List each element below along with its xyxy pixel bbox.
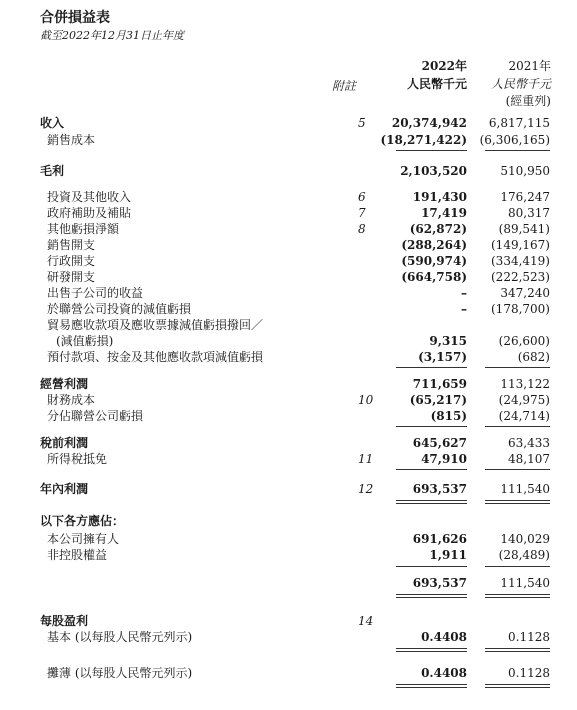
value-2022: 0.4408 (421, 666, 467, 680)
table-row (0, 205, 577, 222)
row-label: 年內利潤 (40, 482, 89, 496)
value-2021: 111,540 (500, 482, 550, 496)
subtotal-rule (396, 566, 467, 567)
value-2022: 711,659 (412, 377, 467, 391)
total-rule (396, 684, 467, 685)
table-row (0, 237, 577, 254)
total-rule (485, 687, 550, 688)
total-rule (485, 651, 550, 652)
value-2022: (590,974) (401, 254, 467, 268)
total-rule (485, 684, 550, 685)
value-2022: 9,315 (429, 334, 467, 348)
row-label: 稅前利潤 (40, 436, 89, 450)
subtotal-rule (396, 367, 467, 368)
table-row (0, 269, 577, 286)
value-2021: (149,167) (491, 238, 550, 252)
total-rule (396, 503, 467, 504)
value-2021: (28,489) (498, 548, 550, 562)
subtotal-rule (485, 150, 550, 151)
table-row (0, 221, 577, 238)
row-label: 每股盈利 (40, 614, 89, 628)
value-2021: (24,714) (498, 409, 550, 423)
row-label: 基本 (以每股人民幣元列示) (47, 630, 193, 644)
total-rule (396, 594, 467, 595)
table-row (0, 408, 577, 425)
col-2022-unit: 人民幣千元 (406, 77, 467, 91)
table-row (0, 392, 577, 409)
table-row (0, 575, 577, 592)
value-2022: – (461, 302, 467, 316)
table-row (0, 132, 577, 149)
row-label: 投資及其他收入 (47, 190, 132, 204)
row-label: 財務成本 (47, 393, 96, 407)
row-note: 8 (358, 222, 366, 236)
table-row (0, 613, 577, 630)
value-2021: (24,975) (498, 393, 550, 407)
total-rule (396, 687, 467, 688)
value-2022: 1,911 (429, 548, 467, 562)
table-row (0, 376, 577, 393)
value-2021: (89,541) (498, 222, 550, 236)
row-label: 貿易應收款項及應收票據減值虧損撥回／ (47, 318, 264, 332)
value-2021: 80,317 (508, 206, 550, 220)
row-note: 10 (358, 393, 374, 407)
row-label: 分佔聯營公司虧損 (47, 409, 144, 423)
total-rule (396, 597, 467, 598)
row-label: 銷售成本 (47, 133, 96, 147)
value-2021: 6,817,115 (488, 116, 550, 130)
col-2021-year: 2021年 (508, 59, 551, 73)
row-label: 其他虧損淨額 (47, 222, 120, 236)
subtotal-rule (485, 367, 550, 368)
value-2021: 0.1128 (508, 666, 550, 680)
total-rule (396, 651, 467, 652)
row-note: 6 (358, 190, 366, 204)
row-note: 5 (358, 116, 366, 130)
table-row (0, 189, 577, 206)
value-2022: 691,626 (412, 532, 467, 546)
value-2022: (664,758) (401, 270, 467, 284)
value-2022: 0.4408 (421, 630, 467, 644)
table-row (0, 531, 577, 548)
value-2022: 693,537 (412, 482, 467, 496)
value-2022: 17,419 (421, 206, 467, 220)
statement-title: 合併損益表 (40, 10, 110, 26)
subtotal-rule (396, 426, 467, 427)
total-rule (485, 594, 550, 595)
col-2021-unit: 人民幣千元 (490, 77, 551, 91)
table-row (0, 435, 577, 452)
row-label: 研發開支 (47, 270, 96, 284)
value-2022: – (461, 286, 467, 300)
table-row (0, 115, 577, 132)
value-2022: (815) (430, 409, 467, 423)
row-label: 銷售開支 (47, 238, 96, 252)
value-2021: (178,700) (491, 302, 550, 316)
value-2021: 111,540 (500, 576, 550, 590)
value-2021: (682) (517, 350, 550, 364)
subtotal-rule (485, 469, 550, 470)
table-row (0, 629, 577, 646)
value-2022: (288,264) (401, 238, 467, 252)
row-note: 7 (358, 206, 366, 220)
table-row (0, 301, 577, 318)
row-note: 11 (358, 452, 374, 466)
total-rule (396, 500, 467, 501)
table-row (0, 285, 577, 302)
row-label: 攤薄 (以每股人民幣元列示) (47, 666, 193, 680)
row-label: 於聯營公司投資的減值虧損 (47, 302, 192, 316)
subtotal-rule (485, 426, 550, 427)
row-label: 毛利 (40, 164, 65, 178)
total-rule (485, 503, 550, 504)
table-row (0, 333, 577, 350)
row-label: (減值虧損) (56, 334, 114, 348)
value-2021: (222,523) (491, 270, 550, 284)
total-rule (485, 500, 550, 501)
subtotal-rule (485, 566, 550, 567)
col-2021-restated: (經重列) (505, 94, 551, 108)
row-label: 本公司擁有人 (47, 532, 120, 546)
value-2022: 191,430 (412, 190, 467, 204)
row-label: 非控股權益 (47, 548, 108, 562)
total-rule (485, 648, 550, 649)
col-2022-year: 2022年 (421, 59, 467, 73)
value-2022: (65,217) (409, 393, 467, 407)
value-2021: 510,950 (500, 164, 550, 178)
value-2021: (26,600) (498, 334, 550, 348)
value-2021: 140,029 (500, 532, 550, 546)
row-label: 所得稅抵免 (47, 452, 108, 466)
value-2022: 47,910 (421, 452, 467, 466)
col-note-header: 附註 (332, 79, 357, 93)
value-2022: 645,627 (412, 436, 467, 450)
value-2021: 113,122 (500, 377, 550, 391)
value-2022: 20,374,942 (391, 116, 467, 130)
value-2022: (3,157) (418, 350, 467, 364)
row-label: 經營利潤 (40, 377, 89, 391)
table-row (0, 513, 577, 530)
value-2021: 48,107 (508, 452, 550, 466)
table-row (0, 665, 577, 682)
row-label: 收入 (40, 116, 65, 130)
value-2021: 176,247 (500, 190, 550, 204)
table-row (0, 451, 577, 468)
value-2022: 693,537 (412, 576, 467, 590)
value-2021: (6,306,165) (479, 133, 550, 147)
row-label: 出售子公司的收益 (47, 286, 144, 300)
table-row (0, 481, 577, 498)
row-label: 以下各方應佔： (40, 514, 125, 528)
table-row (0, 163, 577, 180)
row-label: 預付款項、按金及其他應收款項減值虧損 (47, 350, 264, 364)
row-label: 政府補助及補貼 (47, 206, 132, 220)
total-rule (485, 597, 550, 598)
value-2021: 0.1128 (508, 630, 550, 644)
total-rule (396, 648, 467, 649)
statement-period: 截至2022年12月31日止年度 (40, 29, 184, 42)
table-row (0, 253, 577, 270)
subtotal-rule (396, 150, 467, 151)
value-2021: (334,419) (491, 254, 550, 268)
value-2022: 2,103,520 (400, 164, 467, 178)
value-2021: 63,433 (508, 436, 550, 450)
value-2021: 347,240 (500, 286, 550, 300)
table-row (0, 349, 577, 366)
row-note: 12 (358, 482, 374, 496)
table-row (0, 317, 577, 334)
subtotal-rule (396, 469, 467, 470)
table-row (0, 547, 577, 564)
value-2022: (62,872) (409, 222, 467, 236)
row-label: 行政開支 (47, 254, 96, 268)
row-note: 14 (358, 614, 374, 628)
value-2022: (18,271,422) (380, 133, 467, 147)
